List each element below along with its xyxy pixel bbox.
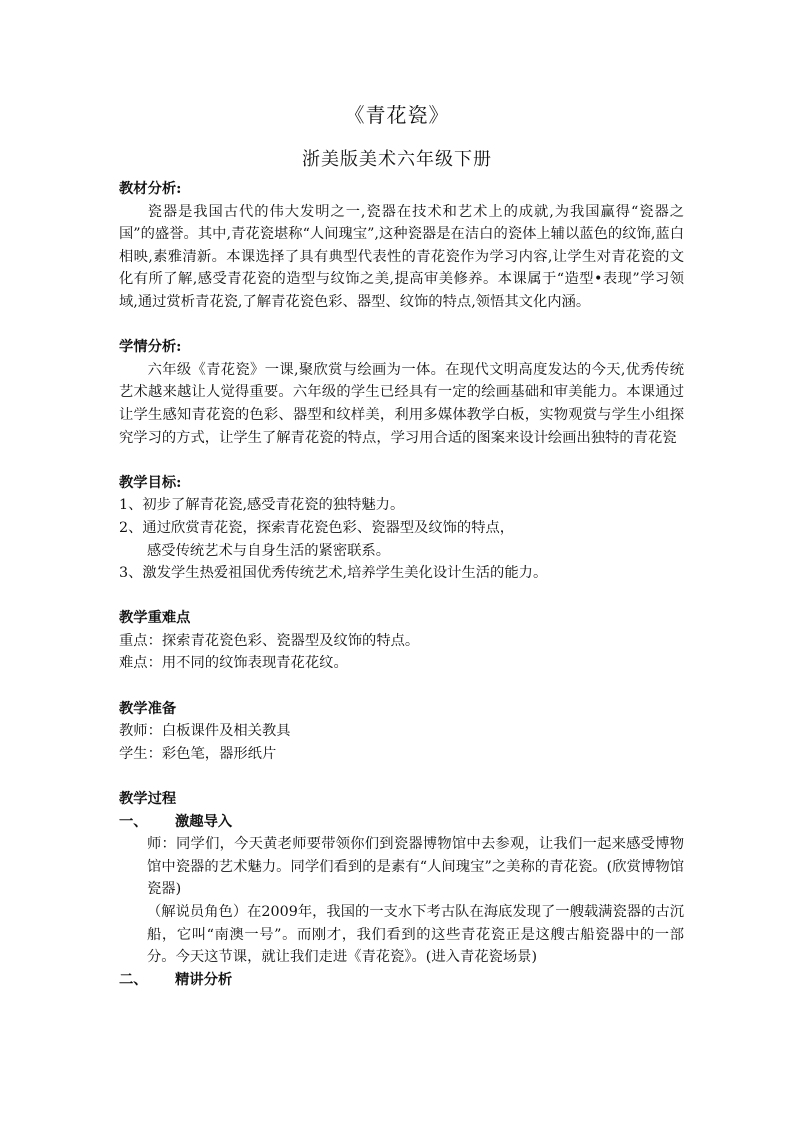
spacer: [119, 314, 684, 337]
step-number: 二、: [119, 971, 148, 988]
difficult-point: 难点：用不同的纹饰表现青花花纹。: [119, 655, 348, 672]
goal-item: 2、通过欣赏青花瓷，探索青花瓷色彩、瓷器型及纹饰的特点，: [119, 519, 515, 536]
step-title: 精讲分析: [175, 971, 233, 988]
section-heading-keypoints: 教学重难点: [119, 610, 191, 627]
section-heading-materials: 教材分析:: [119, 181, 182, 197]
spacer: [119, 449, 684, 472]
process-step-2: [119, 969, 684, 992]
step-title: 激趣导入: [175, 813, 233, 830]
process-step-1: [119, 811, 684, 834]
spacer: [119, 675, 684, 698]
step-1-paragraph: （解说员角色）在2009年，我国的一支水下考古队在海底发现了一艘载满瓷器的古沉船，它叫“南澳一号”。而刚才，我们看到的这些青花瓷正是这艘古船瓷器中的一部分。今天这节课，就让我们走进《青花瓷》。(进入青花瓷场景): [147, 904, 684, 966]
prep-student: 学生：彩色笔，器形纸片: [119, 745, 277, 762]
step-1-paragraph: 师：同学们，今天黄老师要带领你们到瓷器博物馆中去参观，让我们一起来感受博物馆中瓷器的艺术魅力。同学们看到的是素有“人间瑰宝”之美称的青花瓷。(欣赏博物馆瓷器): [147, 836, 684, 898]
goal-item-continued: 感受传统艺术与自身生活的紧密联系。: [147, 542, 391, 559]
spacer: [119, 765, 684, 788]
section-heading-goals: 教学目标:: [119, 474, 182, 491]
materials-paragraph: 瓷器是我国古代的伟大发明之一,瓷器在技术和艺术上的成就,为我国赢得“瓷器之国”的盛誉。其中,青花瓷堪称“人间瑰宝”,这种瓷器是在洁白的瓷体上辅以蓝色的纹饰,蓝白相映,素雅清新。本课选择了具有典型代表性的青花瓷作为学习内容,让学生对青花瓷的文化有所了解,感受青花瓷的造型与纹饰之美,提高审美修养。本课属于“造型•表现”学习领域,通过赏析青花瓷,了解青花瓷色彩、器型、纹饰的特点,领悟其文化内涵。: [119, 203, 684, 310]
goal-item: 1、初步了解青花瓷,感受青花瓷的独特魅力。: [119, 497, 405, 514]
goal-item: 3、激发学生热爱祖国优秀传统艺术,培养学生美化设计生活的能力。: [119, 565, 548, 582]
document-title: 《青花瓷》: [344, 103, 450, 127]
document-body: [119, 178, 684, 991]
section-heading-students: 学情分析:: [119, 339, 182, 356]
step-number: 一、: [119, 813, 148, 830]
document-subtitle: 浙美版美术六年级下册: [302, 149, 492, 170]
section-heading-process: 教学过程: [119, 791, 177, 808]
students-paragraph: 六年级《青花瓷》一课,聚欣赏与绘画为一体。在现代文明高度发达的今天,优秀传统艺术越来越让人觉得重要。六年级的学生已经具有一定的绘画基础和审美能力。本课通过让学生感知青花瓷的色彩、器型和纹样美，利用多媒体教学白板，实物观赏与学生小组探究学习的方式，让学生了解青花瓷的特点，学习用合适的图案来设计绘画出独特的青花瓷: [119, 361, 684, 446]
section-heading-prep: 教学准备: [119, 700, 177, 717]
prep-teacher: 教师：白板课件及相关教具: [119, 723, 291, 740]
spacer: [119, 585, 684, 608]
key-point: 重点：探索青花瓷色彩、瓷器型及纹饰的特点。: [119, 632, 420, 649]
